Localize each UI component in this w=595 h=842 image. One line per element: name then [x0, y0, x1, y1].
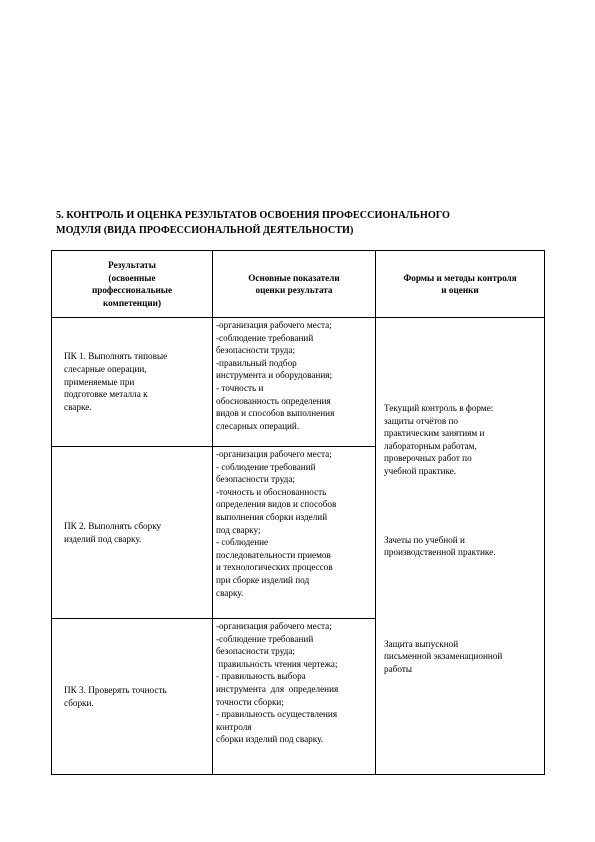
header-indicators-line: Основные показатели — [248, 272, 340, 283]
header-forms — [376, 251, 545, 318]
section-title — [56, 208, 546, 238]
header-indicators-line: оценки результата — [255, 285, 333, 295]
forms-block-practice-credits — [384, 534, 541, 559]
forms-line: Защита выпускной — [384, 638, 459, 649]
indicator-line: - точность и — [216, 382, 264, 393]
header-results-line: компетенции) — [102, 297, 162, 308]
result-line: изделий под сварку. — [64, 533, 142, 544]
indicator-line: сборки изделий под сварку. — [216, 734, 324, 745]
forms-line: письменной экзаменационной — [384, 651, 503, 662]
forms-line: производственной практике. — [384, 547, 496, 558]
indicators-pk3 — [213, 619, 376, 775]
forms-line: работы — [384, 663, 413, 674]
result-line: слесарные операции, — [64, 363, 147, 374]
indicator-line: - соблюдение — [216, 537, 269, 548]
indicator-line: -организация рабочего места; — [216, 621, 332, 631]
header-forms-line: и оценки — [441, 285, 479, 295]
result-line: сварке. — [64, 402, 92, 413]
forms-block-final-defense — [384, 638, 541, 676]
header-indicators — [213, 251, 376, 318]
indicator-line: контроля — [216, 721, 252, 732]
indicator-line: слесарных операций. — [216, 420, 300, 431]
indicator-line: -организация рабочего места; — [216, 449, 332, 459]
table-header-row — [52, 251, 545, 318]
indicator-line: под сварку; — [216, 524, 261, 535]
forms-line: защиты отчётов по — [384, 415, 459, 426]
indicator-line: при сборке изделий под — [216, 574, 310, 585]
indicator-line: -соблюдение требований — [216, 332, 314, 343]
forms-line: Текущий контроль в форме: — [384, 403, 494, 413]
result-line: сборки. — [64, 697, 94, 708]
result-pk2 — [52, 447, 213, 619]
indicator-line: видов и способов выполнения — [216, 408, 335, 419]
section-title-line-1: 5. КОНТРОЛЬ И ОЦЕНКА РЕЗУЛЬТАТОВ ОСВОЕНИЯ ПРОФЕССИОНАЛЬНОГО — [56, 210, 450, 221]
indicator-line: инструмента для определения — [216, 683, 339, 694]
header-results — [52, 251, 213, 318]
indicator-line: определения видов и способов — [216, 499, 337, 510]
header-results-line: (освоенные — [108, 272, 156, 283]
forms-and-methods — [376, 318, 545, 775]
forms-line: проверочных работ по — [384, 453, 472, 464]
indicator-line: безопасности труда; — [216, 474, 295, 485]
forms-block-current-control — [384, 402, 541, 478]
indicator-line: правильность чтения чертежа; — [216, 658, 338, 669]
indicator-line: сварку. — [216, 587, 244, 598]
result-line: ПК 1. Выполнять типовые — [64, 351, 168, 361]
header-results-line: Результаты — [108, 260, 156, 270]
result-line: ПК 3. Проверять точность — [64, 684, 167, 695]
indicator-line: выполнения сборки изделий — [216, 511, 328, 522]
indicator-line: точности сборки; — [216, 696, 284, 707]
indicator-line: -точность и обоснованность — [216, 486, 327, 497]
indicator-line: обоснованность определения — [216, 395, 331, 406]
header-forms-line: Формы и методы контроля — [403, 272, 517, 283]
forms-line: Зачеты по учебной и — [384, 534, 465, 545]
indicator-line: - правильность выбора — [216, 671, 306, 682]
indicator-line: -соблюдение требований — [216, 633, 314, 644]
indicators-pk2 — [213, 447, 376, 619]
forms-line: учебной практике. — [384, 465, 457, 476]
indicator-line: безопасности труда; — [216, 646, 295, 657]
indicator-line: -организация рабочего места; — [216, 320, 332, 330]
indicator-line: последовательности приемов — [216, 549, 331, 560]
table-row — [52, 318, 545, 447]
forms-line: практическим занятиям и — [384, 428, 485, 439]
indicator-line: -правильный подбор — [216, 357, 297, 368]
indicator-line: - соблюдение требований — [216, 461, 316, 472]
result-line: применяемые при — [64, 376, 135, 387]
result-pk1 — [52, 318, 213, 447]
indicator-line: - правильность осуществления — [216, 709, 338, 720]
indicator-line: и технологических процессов — [216, 562, 333, 573]
section-title-line-2: МОДУЛЯ (ВИДА ПРОФЕССИОНАЛЬНОЙ ДЕЯТЕЛЬНОСТИ) — [56, 225, 354, 236]
indicator-line: безопасности труда; — [216, 345, 295, 356]
indicators-pk1 — [213, 318, 376, 447]
result-line: подготовке металла к — [64, 389, 148, 400]
header-results-line: профессиональные — [91, 285, 173, 295]
forms-line: лабораторным работам, — [384, 440, 477, 451]
result-pk3 — [52, 619, 213, 775]
result-line: ПК 2. Выполнять сборку — [64, 520, 162, 531]
control-assessment-table — [51, 250, 545, 775]
indicator-line: инструмента и оборудования; — [216, 370, 333, 381]
